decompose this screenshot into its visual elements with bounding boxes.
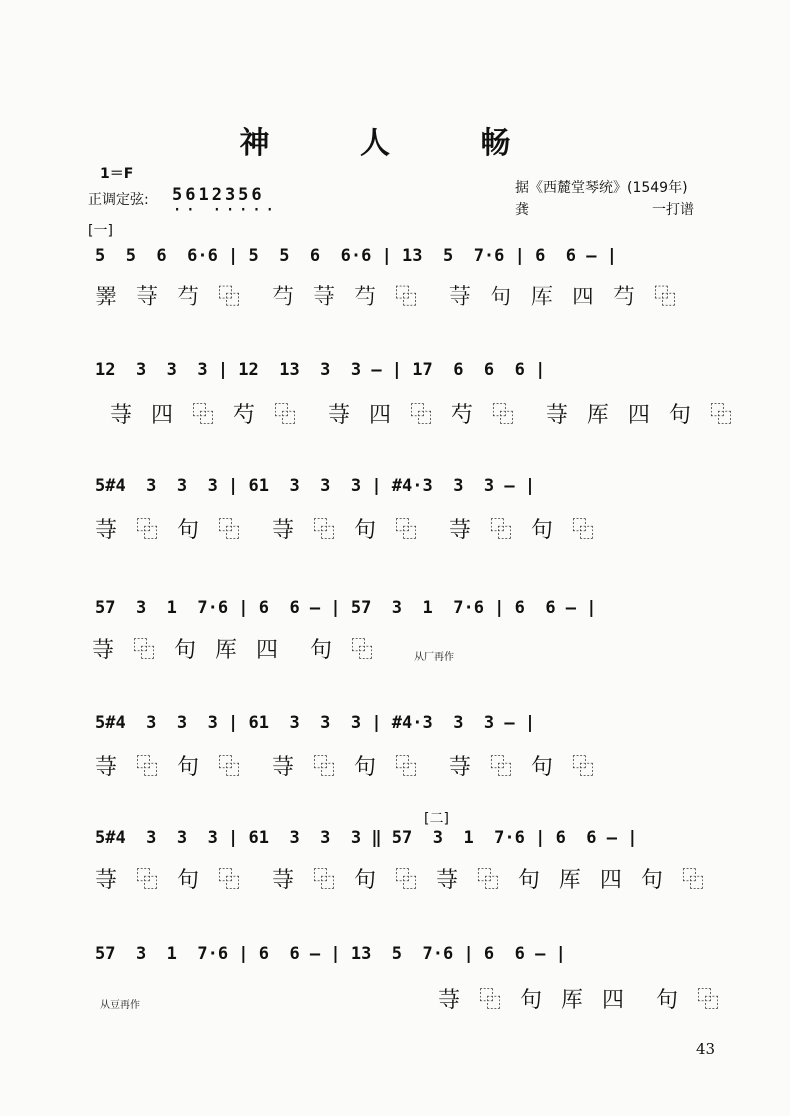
repeat-note-1: 从厂再作 [414,652,454,663]
jianpu-line-5: 5#4 3 3 3 | 61 3 3 3 | #4·3 3 3 — | [95,713,536,733]
section-label-2: [二] [424,811,449,827]
tuning-low-dots: ·· ····· [172,200,278,220]
section-label-1: [一] [88,223,113,239]
tablature-line-5: 䒭 ⿻ 句 ⿻ 䒭 ⿻ 句 ⿻ 䒭 ⿻ 句 ⿻ [95,755,600,780]
jianpu-line-3: 5#4 3 3 3 | 61 3 3 3 | #4·3 3 3 — | [95,476,536,496]
page-number: 43 [696,1040,716,1058]
jianpu-line-4: 57 3 1 7·6 | 6 6 — | 57 3 1 7·6 | 6 6 — | [95,598,597,618]
jianpu-line-7: 57 3 1 7·6 | 6 6 — | 13 5 7·6 | 6 6 — | [95,944,566,964]
tablature-line-2: 䒭 四 ⿻ 芍 ⿻ 䒭 四 ⿻ 芍 ⿻ 䒭 厍 四 句 ⿻ [110,403,738,428]
transcriber: 一打谱 [652,202,694,218]
repeat-note-2: 从豆再作 [100,1000,140,1011]
jianpu-line-2: 12 3 3 3 | 12 13 3 3 — | 17 6 6 6 | [95,360,546,380]
tablature-line-6: 䒭 ⿻ 句 ⿻ 䒭 ⿻ 句 ⿻ 䒭 ⿻ 句 厍 四 句 ⿻ [95,868,710,893]
tablature-line-3: 䒭 ⿻ 句 ⿻ 䒭 ⿻ 句 ⿻ 䒭 ⿻ 句 ⿻ [95,518,600,543]
tuning-label: 正调定弦: [88,192,149,208]
jianpu-line-1: 5 5 6 6·6 | 5 5 6 6·6 | 13 5 7·6 | 6 6 — | [95,246,617,266]
tablature-line-4: 䒭 ⿻ 句 厍 四 句 ⿻ [92,638,379,663]
page-title: 神 人 畅 [239,126,551,161]
tuning-notes: 5612356 [172,185,265,205]
source-citation: 据《西麓堂琴统》(1549年) [515,180,688,196]
key-signature: 1＝F [100,166,134,182]
tablature-line-1: 𢍰 䒭 芍 ⿻ 芍 䒭 芍 ⿻ 䒭 句 厍 四 芍 ⿻ [95,285,682,310]
tablature-line-7: 䒭 ⿻ 句 厍 四 句 ⿻ [438,988,725,1013]
jianpu-line-6: 5#4 3 3 3 | 61 3 3 3 ‖ 57 3 1 7·6 | 6 6 — | [95,828,638,848]
transcriber-surname: 龚 [515,202,529,218]
